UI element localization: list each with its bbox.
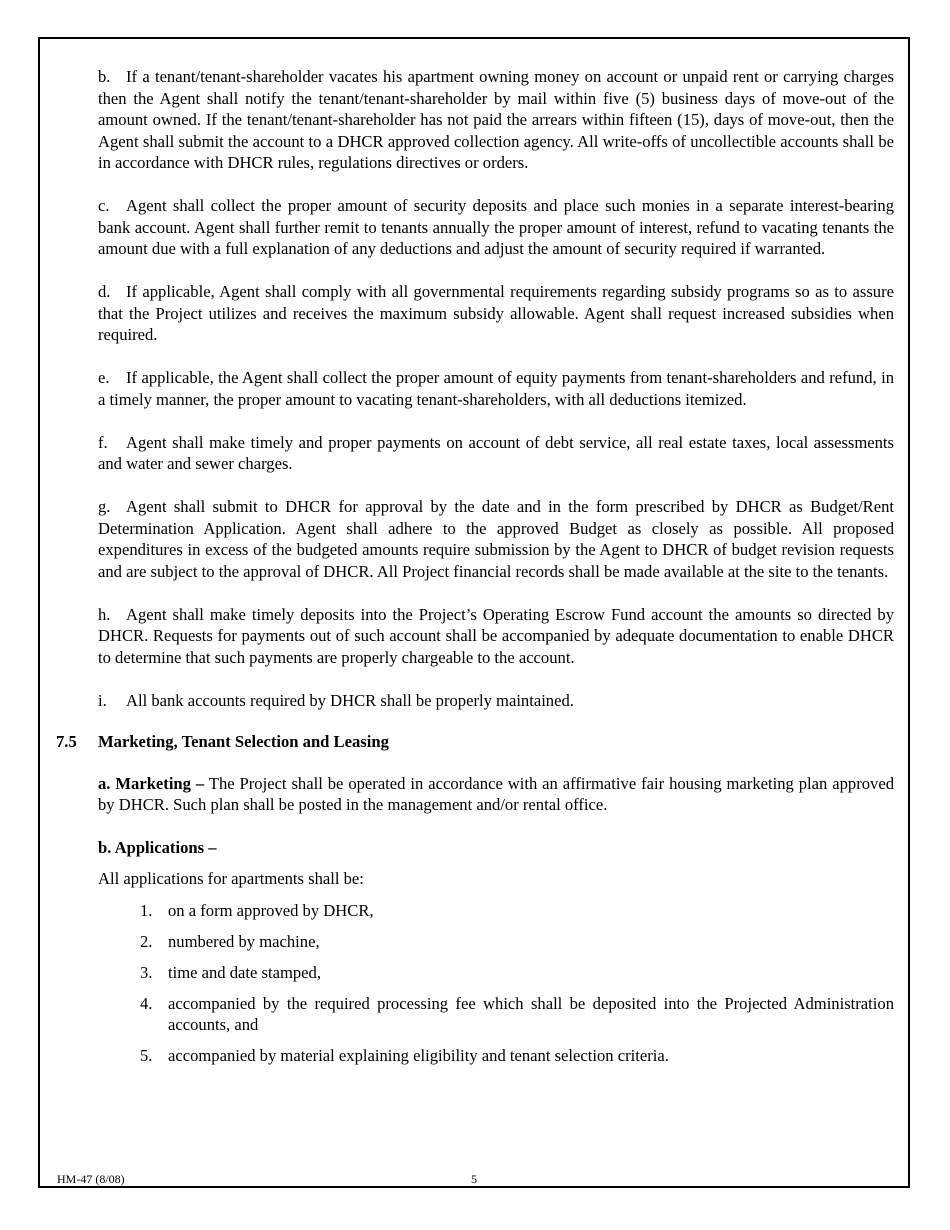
list-number: 5. xyxy=(140,1046,153,1065)
paragraph-text: If applicable, Agent shall comply with all governmental requirements regarding subsidy programs so as to assure that the Project utilizes and receives the maximum subsidy allowable. Agent shall request increased subsidies when required. xyxy=(98,282,894,344)
applications-heading: b. Applications – xyxy=(98,837,217,857)
list-item xyxy=(98,931,894,953)
paragraph-text: Agent shall make timely deposits into the Project’s Operating Escrow Fund account the amounts so directed by DHCR. Requests for payments out of such account shall be accompanied by adequate documentation to enable DHCR to determine that such payments are properly chargeable to the account. xyxy=(98,604,894,667)
section-title: Marketing, Tenant Selection and Leasing xyxy=(98,732,389,751)
marketing-paragraph xyxy=(98,773,894,816)
paragraph-letter: f. xyxy=(98,432,108,452)
paragraph-i xyxy=(98,690,894,712)
list-number: 1. xyxy=(140,900,153,920)
paragraph-text: Agent shall collect the proper amount of security deposits and place such monies in a separate interest-bearing bank account. Agent shall further remit to tenants annually the proper amount of interest, refund to vacating tenants the amount due with a full explanation of any deductions and adjust the amount of security required if warranted. xyxy=(98,196,894,258)
paragraph-text: If a tenant/tenant-shareholder vacates his apartment owning money on account or unpaid rent or carrying charges then the Agent shall notify the tenant/tenant-shareholder by mail within five (5) business days of move-out of the amount owned. If the tenant/tenant-shareholder has not paid the arrears within fifteen (15), days of move-out, then the Agent shall submit the account to a DHCR approved collection agency. All write-offs of uncollectible accounts shall be in accordance with DHCR rules, regulations directives or orders. xyxy=(98,67,894,172)
footer-form-id: HM-47 (8/08) xyxy=(57,1172,125,1186)
paragraph-letter: i. xyxy=(98,690,107,710)
list-item xyxy=(98,962,894,984)
paragraph-letter: e. xyxy=(98,368,110,387)
marketing-text: The Project shall be operated in accordance with an affirmative fair housing marketing plan approved by DHCR. Such plan shall be posted in the management and/or rental office. xyxy=(98,773,894,814)
paragraph-d xyxy=(98,281,894,346)
list-text: accompanied by the required processing fee which shall be deposited into the Projected Administration accounts, and xyxy=(168,993,894,1034)
applications-list xyxy=(98,900,894,1067)
paragraph-e xyxy=(98,367,894,410)
list-number: 4. xyxy=(140,993,153,1013)
list-item xyxy=(98,993,894,1036)
list-number: 2. xyxy=(140,931,153,951)
paragraph-f xyxy=(98,432,894,475)
list-text: time and date stamped, xyxy=(168,962,321,982)
list-number: 3. xyxy=(140,962,153,982)
paragraph-text: Agent shall make timely and proper payments on account of debt service, all real estate taxes, local assessments and water and sewer charges. xyxy=(98,432,894,473)
section-number: 7.5 xyxy=(56,732,77,751)
section-heading xyxy=(56,731,894,753)
footer-page-number: 5 xyxy=(471,1172,477,1186)
list-text: numbered by machine, xyxy=(168,931,320,951)
applications-intro: All applications for apartments shall be: xyxy=(98,869,364,888)
paragraph-letter: h. xyxy=(98,604,111,624)
paragraph-letter: b. xyxy=(98,67,111,86)
paragraph-letter: g. xyxy=(98,497,111,516)
marketing-label: a. Marketing – xyxy=(98,773,205,793)
list-item xyxy=(98,1045,894,1067)
list-item xyxy=(98,900,894,922)
paragraph-c xyxy=(98,195,894,260)
document-body xyxy=(56,66,894,1076)
paragraph-letter: c. xyxy=(98,196,110,215)
paragraph-letter: d. xyxy=(98,282,111,301)
paragraph-text: Agent shall submit to DHCR for approval by the date and in the form prescribed by DHCR as Budget/Rent Determination Application. Agent shall adhere to the approved Budget as closely as possible. All proposed expenditures in excess of the budgeted amounts require submission by the Agent to DHCR of budget revision requests and are subject to the approval of DHCR. All Project financial records shall be made available at the site to the tenants. xyxy=(98,497,894,581)
paragraph-h xyxy=(98,604,894,669)
list-text: accompanied by material explaining eligibility and tenant selection criteria. xyxy=(168,1046,669,1065)
paragraph-g xyxy=(98,496,894,582)
paragraph-text: All bank accounts required by DHCR shall be properly maintained. xyxy=(126,690,574,710)
list-text: on a form approved by DHCR, xyxy=(168,900,374,920)
paragraph-text: If applicable, the Agent shall collect the proper amount of equity payments from tenant-shareholders and refund, in a timely manner, the proper amount to vacating tenant-shareholders, with all deductions itemized. xyxy=(98,368,894,409)
paragraph-b xyxy=(98,66,894,174)
